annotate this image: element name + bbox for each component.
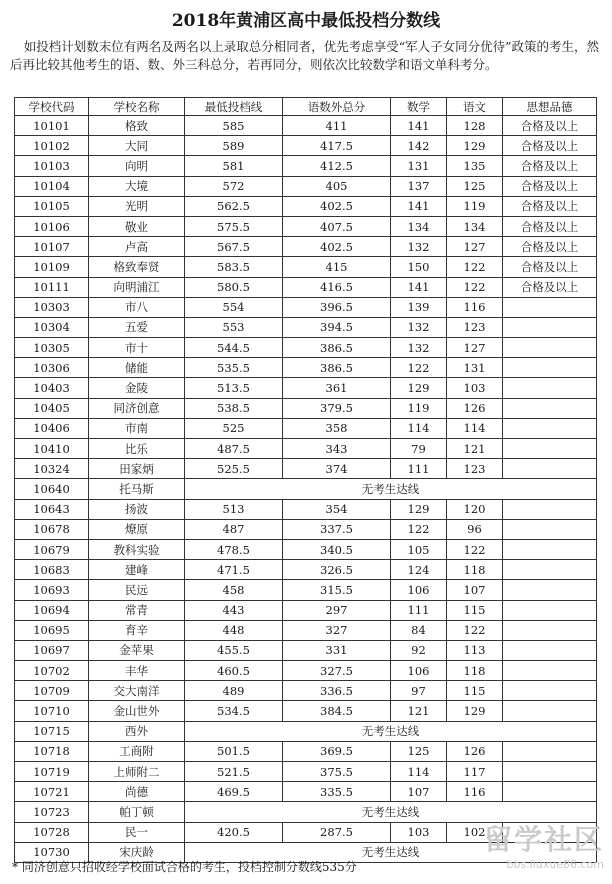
cell-school-name: 建峰 — [89, 560, 185, 580]
cell-three-subject-total: 336.5 — [283, 681, 391, 701]
cell-school-code: 10710 — [15, 701, 89, 721]
cell-three-subject-total: 297 — [283, 600, 391, 620]
cell-min-score: 538.5 — [185, 398, 283, 418]
cell-three-subject-total: 412.5 — [283, 156, 391, 176]
table-row — [15, 358, 597, 378]
table-row — [15, 418, 597, 438]
cell-math: 103 — [391, 822, 447, 842]
table-row — [15, 297, 597, 317]
cell-moral — [503, 418, 597, 438]
cell-chinese: 116 — [447, 782, 503, 802]
cell-min-score: 489 — [185, 681, 283, 701]
cell-school-code: 10643 — [15, 499, 89, 519]
cell-three-subject-total: 374 — [283, 459, 391, 479]
cell-min-score: 487 — [185, 519, 283, 539]
cell-school-code: 10715 — [15, 721, 89, 741]
cell-three-subject-total: 337.5 — [283, 519, 391, 539]
cell-school-name: 卢高 — [89, 237, 185, 257]
cell-math: 125 — [391, 741, 447, 761]
cell-three-subject-total: 327.5 — [283, 661, 391, 681]
cell-chinese: 135 — [447, 156, 503, 176]
header-math: 数学 — [391, 98, 447, 116]
cell-school-name: 丰华 — [89, 661, 185, 681]
cell-school-code: 10109 — [15, 257, 89, 277]
cell-school-code: 10693 — [15, 580, 89, 600]
cell-min-score: 455.5 — [185, 640, 283, 660]
cell-min-score: 487.5 — [185, 439, 283, 459]
table-row — [15, 741, 597, 761]
cell-chinese: 122 — [447, 539, 503, 559]
cell-min-score: 458 — [185, 580, 283, 600]
cell-min-score: 513 — [185, 499, 283, 519]
cell-school-name: 大同 — [89, 136, 185, 156]
cell-three-subject-total: 386.5 — [283, 358, 391, 378]
cell-school-code: 10679 — [15, 539, 89, 559]
cell-chinese: 114 — [447, 418, 503, 438]
cell-math: 150 — [391, 257, 447, 277]
cell-moral — [503, 398, 597, 418]
cell-moral: 合格及以上 — [503, 277, 597, 297]
cell-math: 114 — [391, 418, 447, 438]
cell-school-name: 育辛 — [89, 620, 185, 640]
cell-moral: 合格及以上 — [503, 216, 597, 236]
cell-chinese: 117 — [447, 762, 503, 782]
cell-chinese: 120 — [447, 499, 503, 519]
cell-three-subject-total: 384.5 — [283, 701, 391, 721]
header-school-code: 学校代码 — [15, 98, 89, 116]
table-row — [15, 156, 597, 176]
cell-moral: 合格及以上 — [503, 237, 597, 257]
cell-three-subject-total: 394.5 — [283, 317, 391, 337]
cell-school-name: 上师附二 — [89, 762, 185, 782]
cell-moral: 合格及以上 — [503, 136, 597, 156]
cell-three-subject-total: 402.5 — [283, 196, 391, 216]
cell-min-score: 581 — [185, 156, 283, 176]
cell-min-score: 471.5 — [185, 560, 283, 580]
cell-math: 132 — [391, 317, 447, 337]
cell-math: 106 — [391, 661, 447, 681]
table-row — [15, 701, 597, 721]
cell-math: 122 — [391, 358, 447, 378]
cell-chinese: 119 — [447, 196, 503, 216]
cell-min-score: 460.5 — [185, 661, 283, 681]
table-row — [15, 580, 597, 600]
cell-school-code: 10101 — [15, 116, 89, 136]
cell-min-score: 554 — [185, 297, 283, 317]
cell-school-code: 10106 — [15, 216, 89, 236]
cell-three-subject-total: 335.5 — [283, 782, 391, 802]
cell-chinese: 122 — [447, 620, 503, 640]
cell-chinese: 113 — [447, 640, 503, 660]
cell-moral — [503, 681, 597, 701]
cell-three-subject-total: 411 — [283, 116, 391, 136]
cell-min-score: 448 — [185, 620, 283, 640]
cell-chinese: 123 — [447, 459, 503, 479]
cell-math: 111 — [391, 600, 447, 620]
cell-chinese: 129 — [447, 136, 503, 156]
header-min-score: 最低投档线 — [185, 98, 283, 116]
cell-school-code: 10403 — [15, 378, 89, 398]
cell-min-score: 535.5 — [185, 358, 283, 378]
cell-school-name: 向明 — [89, 156, 185, 176]
cell-chinese: 126 — [447, 398, 503, 418]
table-row — [15, 499, 597, 519]
cell-chinese: 96 — [447, 519, 503, 539]
cell-math: 114 — [391, 762, 447, 782]
cell-school-code: 10103 — [15, 156, 89, 176]
cell-school-name: 尚德 — [89, 782, 185, 802]
cell-school-name: 教科实验 — [89, 539, 185, 559]
cell-moral — [503, 661, 597, 681]
cell-school-code: 10406 — [15, 418, 89, 438]
footnote: * 同济创意只招收经学校面试合格的考生，投档控制分数线535分 — [12, 860, 357, 874]
cell-min-score: 562.5 — [185, 196, 283, 216]
table-row — [15, 439, 597, 459]
cell-math: 105 — [391, 539, 447, 559]
cell-math: 129 — [391, 378, 447, 398]
cell-chinese: 127 — [447, 338, 503, 358]
cell-school-name: 市十 — [89, 338, 185, 358]
cell-school-name: 托马斯 — [89, 479, 185, 499]
cell-school-code: 10640 — [15, 479, 89, 499]
cell-math: 132 — [391, 237, 447, 257]
cell-three-subject-total: 358 — [283, 418, 391, 438]
cell-chinese: 115 — [447, 600, 503, 620]
table-row — [15, 560, 597, 580]
cell-school-name: 五爱 — [89, 317, 185, 337]
cell-school-code: 10694 — [15, 600, 89, 620]
cell-school-name: 交大南洋 — [89, 681, 185, 701]
cell-math: 84 — [391, 620, 447, 640]
cell-min-score: 589 — [185, 136, 283, 156]
cell-three-subject-total: 315.5 — [283, 580, 391, 600]
cell-moral — [503, 317, 597, 337]
cell-moral — [503, 620, 597, 640]
cell-school-name: 燎原 — [89, 519, 185, 539]
cell-moral — [503, 580, 597, 600]
table-row — [15, 661, 597, 681]
cell-chinese: 123 — [447, 317, 503, 337]
table-row — [15, 600, 597, 620]
cell-math: 132 — [391, 338, 447, 358]
cell-moral — [503, 741, 597, 761]
cell-three-subject-total: 287.5 — [283, 822, 391, 842]
cell-chinese: 125 — [447, 176, 503, 196]
cell-school-code: 10111 — [15, 277, 89, 297]
cell-chinese: 122 — [447, 277, 503, 297]
cell-math: 119 — [391, 398, 447, 418]
cell-three-subject-total: 417.5 — [283, 136, 391, 156]
cell-math: 141 — [391, 116, 447, 136]
cell-min-score: 572 — [185, 176, 283, 196]
cell-school-code: 10405 — [15, 398, 89, 418]
cell-school-name: 比乐 — [89, 439, 185, 459]
cell-no-qualifying-note: 无考生达线 — [185, 721, 597, 741]
cell-three-subject-total: 405 — [283, 176, 391, 196]
cell-chinese: 128 — [447, 116, 503, 136]
cell-school-name: 常青 — [89, 600, 185, 620]
cell-moral — [503, 499, 597, 519]
cell-school-name: 大境 — [89, 176, 185, 196]
cell-school-code: 10107 — [15, 237, 89, 257]
cell-school-name: 格致 — [89, 116, 185, 136]
cell-no-qualifying-note: 无考生达线 — [185, 802, 597, 822]
cell-school-name: 市南 — [89, 418, 185, 438]
cell-three-subject-total: 369.5 — [283, 741, 391, 761]
cell-math: 124 — [391, 560, 447, 580]
cell-three-subject-total: 354 — [283, 499, 391, 519]
cell-chinese: 107 — [447, 580, 503, 600]
cell-math: 137 — [391, 176, 447, 196]
cell-min-score: 420.5 — [185, 822, 283, 842]
cell-chinese: 122 — [447, 257, 503, 277]
cell-school-code: 10410 — [15, 439, 89, 459]
cell-school-name: 格致奉贤 — [89, 257, 185, 277]
cell-chinese: 134 — [447, 216, 503, 236]
cell-min-score: 580.5 — [185, 277, 283, 297]
cell-school-code: 10718 — [15, 741, 89, 761]
cell-math: 107 — [391, 782, 447, 802]
cell-no-qualifying-note: 无考生达线 — [185, 479, 597, 499]
cell-min-score: 478.5 — [185, 539, 283, 559]
cell-no-qualifying-note: 无考生达线 — [185, 842, 597, 862]
cell-three-subject-total: 361 — [283, 378, 391, 398]
table-row — [15, 196, 597, 216]
cell-min-score: 525.5 — [185, 459, 283, 479]
cell-school-code: 10683 — [15, 560, 89, 580]
cell-moral: 合格及以上 — [503, 257, 597, 277]
site-watermark — [454, 818, 604, 878]
table-row — [15, 136, 597, 156]
cell-math: 142 — [391, 136, 447, 156]
cell-school-code: 10305 — [15, 338, 89, 358]
cell-moral — [503, 338, 597, 358]
cell-school-code: 10678 — [15, 519, 89, 539]
cell-math: 92 — [391, 640, 447, 660]
cell-math: 106 — [391, 580, 447, 600]
table-row — [15, 762, 597, 782]
cell-math: 141 — [391, 277, 447, 297]
cell-moral: 合格及以上 — [503, 176, 597, 196]
score-table — [14, 97, 597, 863]
watermark-logo-text: 留学社区 — [483, 823, 604, 856]
cell-school-name: 市八 — [89, 297, 185, 317]
cell-school-name: 帕丁顿 — [89, 802, 185, 822]
cell-chinese: 118 — [447, 661, 503, 681]
cell-school-code: 10709 — [15, 681, 89, 701]
cell-school-name: 田家炳 — [89, 459, 185, 479]
table-row — [15, 479, 597, 499]
cell-three-subject-total: 326.5 — [283, 560, 391, 580]
cell-math: 111 — [391, 459, 447, 479]
cell-moral — [503, 640, 597, 660]
table-row — [15, 257, 597, 277]
cell-min-score: 544.5 — [185, 338, 283, 358]
cell-three-subject-total: 375.5 — [283, 762, 391, 782]
cell-math: 97 — [391, 681, 447, 701]
table-row — [15, 782, 597, 802]
cell-school-code: 10719 — [15, 762, 89, 782]
cell-three-subject-total: 327 — [283, 620, 391, 640]
table-row — [15, 116, 597, 136]
cell-three-subject-total: 379.5 — [283, 398, 391, 418]
table-row — [15, 620, 597, 640]
cell-school-code: 10723 — [15, 802, 89, 822]
cell-school-name: 扬波 — [89, 499, 185, 519]
cell-math: 139 — [391, 297, 447, 317]
page-title: 2018年黄浦区高中最低投档分数线 — [171, 11, 441, 31]
table-row — [15, 681, 597, 701]
cell-three-subject-total: 386.5 — [283, 338, 391, 358]
header-chinese: 语文 — [447, 98, 503, 116]
cell-chinese: 103 — [447, 378, 503, 398]
cell-math: 129 — [391, 499, 447, 519]
table-row — [15, 317, 597, 337]
cell-school-name: 向明浦江 — [89, 277, 185, 297]
cell-min-score: 534.5 — [185, 701, 283, 721]
table-row — [15, 398, 597, 418]
cell-chinese: 131 — [447, 358, 503, 378]
cell-moral — [503, 459, 597, 479]
cell-school-name: 金苹果 — [89, 640, 185, 660]
cell-math: 141 — [391, 196, 447, 216]
table-row — [15, 176, 597, 196]
cell-moral — [503, 519, 597, 539]
cell-school-code: 10102 — [15, 136, 89, 156]
cell-chinese: 127 — [447, 237, 503, 257]
cell-moral — [503, 439, 597, 459]
cell-school-code: 10304 — [15, 317, 89, 337]
table-row — [15, 237, 597, 257]
cell-moral — [503, 297, 597, 317]
intro-paragraph: 如投档计划数末位有两名及两名以上录取总分相同者，优先考虑享受“军人子女同分优待”政策的考生，然后再比较其他考生的语、数、外三科总分，若再同分，则依次比较数学和语文单科考分。 — [10, 39, 600, 72]
cell-moral: 合格及以上 — [503, 156, 597, 176]
cell-min-score: 553 — [185, 317, 283, 337]
cell-three-subject-total: 407.5 — [283, 216, 391, 236]
cell-moral — [503, 600, 597, 620]
table-row — [15, 459, 597, 479]
cell-school-name: 敬业 — [89, 216, 185, 236]
cell-moral: 合格及以上 — [503, 116, 597, 136]
cell-chinese: 129 — [447, 701, 503, 721]
table-row — [15, 277, 597, 297]
cell-chinese: 102 — [447, 822, 503, 842]
cell-school-code: 10721 — [15, 782, 89, 802]
cell-three-subject-total: 396.5 — [283, 297, 391, 317]
watermark-url: bbs.liuxue86.com — [506, 858, 604, 871]
cell-school-name: 金陵 — [89, 378, 185, 398]
table-row — [15, 216, 597, 236]
cell-school-code: 10303 — [15, 297, 89, 317]
cell-three-subject-total: 340.5 — [283, 539, 391, 559]
cell-moral — [503, 378, 597, 398]
cell-math: 121 — [391, 701, 447, 721]
table-row — [15, 721, 597, 741]
cell-three-subject-total: 402.5 — [283, 237, 391, 257]
cell-moral — [503, 358, 597, 378]
cell-min-score: 575.5 — [185, 216, 283, 236]
table-row — [15, 519, 597, 539]
cell-chinese: 126 — [447, 741, 503, 761]
cell-moral — [503, 782, 597, 802]
cell-min-score: 469.5 — [185, 782, 283, 802]
cell-school-code: 10104 — [15, 176, 89, 196]
cell-min-score: 525 — [185, 418, 283, 438]
cell-school-name: 光明 — [89, 196, 185, 216]
cell-school-code: 10324 — [15, 459, 89, 479]
cell-min-score: 567.5 — [185, 237, 283, 257]
header-moral: 思想品德 — [503, 98, 597, 116]
cell-school-name: 金山世外 — [89, 701, 185, 721]
cell-moral — [503, 539, 597, 559]
cell-school-name: 民一 — [89, 822, 185, 842]
cell-school-name: 同济创意 — [89, 398, 185, 418]
cell-three-subject-total: 415 — [283, 257, 391, 277]
header-three-subject-total: 语数外总分 — [283, 98, 391, 116]
cell-school-code: 10730 — [15, 842, 89, 862]
cell-math: 122 — [391, 519, 447, 539]
cell-chinese: 121 — [447, 439, 503, 459]
cell-min-score: 501.5 — [185, 741, 283, 761]
table-row — [15, 539, 597, 559]
cell-moral — [503, 762, 597, 782]
cell-chinese: 115 — [447, 681, 503, 701]
cell-school-code: 10702 — [15, 661, 89, 681]
cell-school-code: 10728 — [15, 822, 89, 842]
table-row — [15, 378, 597, 398]
cell-three-subject-total: 331 — [283, 640, 391, 660]
cell-school-name: 储能 — [89, 358, 185, 378]
cell-moral — [503, 560, 597, 580]
cell-three-subject-total: 416.5 — [283, 277, 391, 297]
cell-school-name: 宋庆龄 — [89, 842, 185, 862]
cell-school-name: 西外 — [89, 721, 185, 741]
table-header-row — [15, 98, 597, 116]
cell-school-name: 工商附 — [89, 741, 185, 761]
cell-chinese: 118 — [447, 560, 503, 580]
cell-school-name: 民远 — [89, 580, 185, 600]
table-row — [15, 338, 597, 358]
cell-min-score: 583.5 — [185, 257, 283, 277]
cell-math: 134 — [391, 216, 447, 236]
cell-min-score: 521.5 — [185, 762, 283, 782]
cell-chinese: 116 — [447, 297, 503, 317]
cell-math: 131 — [391, 156, 447, 176]
cell-moral — [503, 701, 597, 721]
table-row — [15, 640, 597, 660]
cell-math: 79 — [391, 439, 447, 459]
header-school-name: 学校名称 — [89, 98, 185, 116]
cell-min-score: 443 — [185, 600, 283, 620]
cell-min-score: 585 — [185, 116, 283, 136]
cell-school-code: 10306 — [15, 358, 89, 378]
cell-school-code: 10695 — [15, 620, 89, 640]
cell-moral: 合格及以上 — [503, 196, 597, 216]
cell-school-code: 10105 — [15, 196, 89, 216]
cell-min-score: 513.5 — [185, 378, 283, 398]
cell-school-code: 10697 — [15, 640, 89, 660]
cell-three-subject-total: 343 — [283, 439, 391, 459]
